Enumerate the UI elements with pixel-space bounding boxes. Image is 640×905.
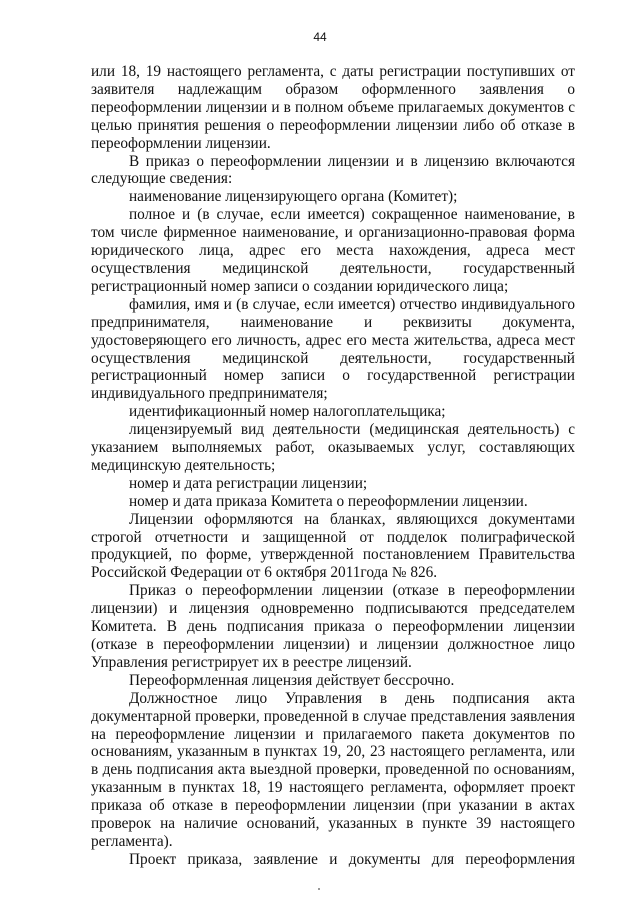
scan-dot — [318, 888, 320, 890]
list-item: фамилия, имя и (в случае, если имеется) отчество индивидуального предпринимателя, наименование и реквизиты документа, удостоверяющего его личность, адрес его места жительства, адреса мест осуществления медицинской деятельности, государственный регистрационный номер записи о государственной регистрации индивидуального предпринимателя; — [91, 295, 575, 403]
paragraph: Переоформленная лицензия действует бессрочно. — [129, 671, 455, 689]
paragraph: В приказ о переоформлении лицензии и в лицензию включаются следующие сведения: — [91, 152, 575, 188]
page-number: 44 — [313, 30, 327, 44]
list-item: номер и дата приказа Комитета о переоформлении лицензии. — [129, 492, 528, 510]
document-body — [91, 63, 575, 869]
list-item: идентификационный номер налогоплательщика; — [129, 403, 446, 421]
paragraph: Должностное лицо Управления в день подписания акта документарной проверки, проведенной в случае представления заявления на переоформление лицензии и прилагаемого пакета документов по основаниям, указанным в пунктах 19, 20, 23 настоящего регламента, или в день подписания акта выездной проверки, проведенной по основаниям, указанным в пунктах 18, 19 настоящего регламента, оформляет проект приказа об отказе в переоформлении лицензии (при указании в актах проверок на наличие оснований, указанных в пункте 39 настоящего регламента). — [91, 689, 575, 850]
paragraph: Проект приказа, заявление и документы для переоформления — [129, 850, 575, 868]
list-item: полное и (в случае, если имеется) сокращенное наименование, в том числе фирменное наименование, и организационно-правовая форма юридического лица, адрес его места нахождения, адреса мест осуществления медицинской деятельности, государственный регистрационный номер записи о создании юридического лица; — [91, 206, 575, 295]
paragraph: или 18, 19 настоящего регламента, с даты регистрации поступивших от заявителя надлежащим образом оформленного заявления о переоформлении лицензии и в полном объеме прилагаемых документов с целью принятия решения о переоформлении лицензии либо об отказе в переоформлении лицензии. — [91, 63, 575, 152]
list-item: лицензируемый вид деятельности (медицинская деятельность) с указанием выполняемых работ, оказываемых услуг, составляющих медицинскую деятельность; — [91, 421, 575, 474]
paragraph: Приказ о переоформлении лицензии (отказе в переоформлении лицензии) и лицензия одновременно подписываются председателем Комитета. В день подписания приказа о переоформлении лицензии (отказе в переоформлении лицензии) и лицензии должностное лицо Управления регистрирует их в реестре лицензий. — [91, 582, 575, 671]
list-item: номер и дата регистрации лицензии; — [129, 474, 368, 492]
paragraph: Лицензии оформляются на бланках, являющихся документами строгой отчетности и защищенной от подделок полиграфической продукцией, по форме, утвержденной постановлением Правительства Российской Федерации от 6 октября 2011года № 826. — [91, 510, 575, 582]
list-item: наименование лицензирующего органа (Комитет); — [129, 188, 458, 206]
